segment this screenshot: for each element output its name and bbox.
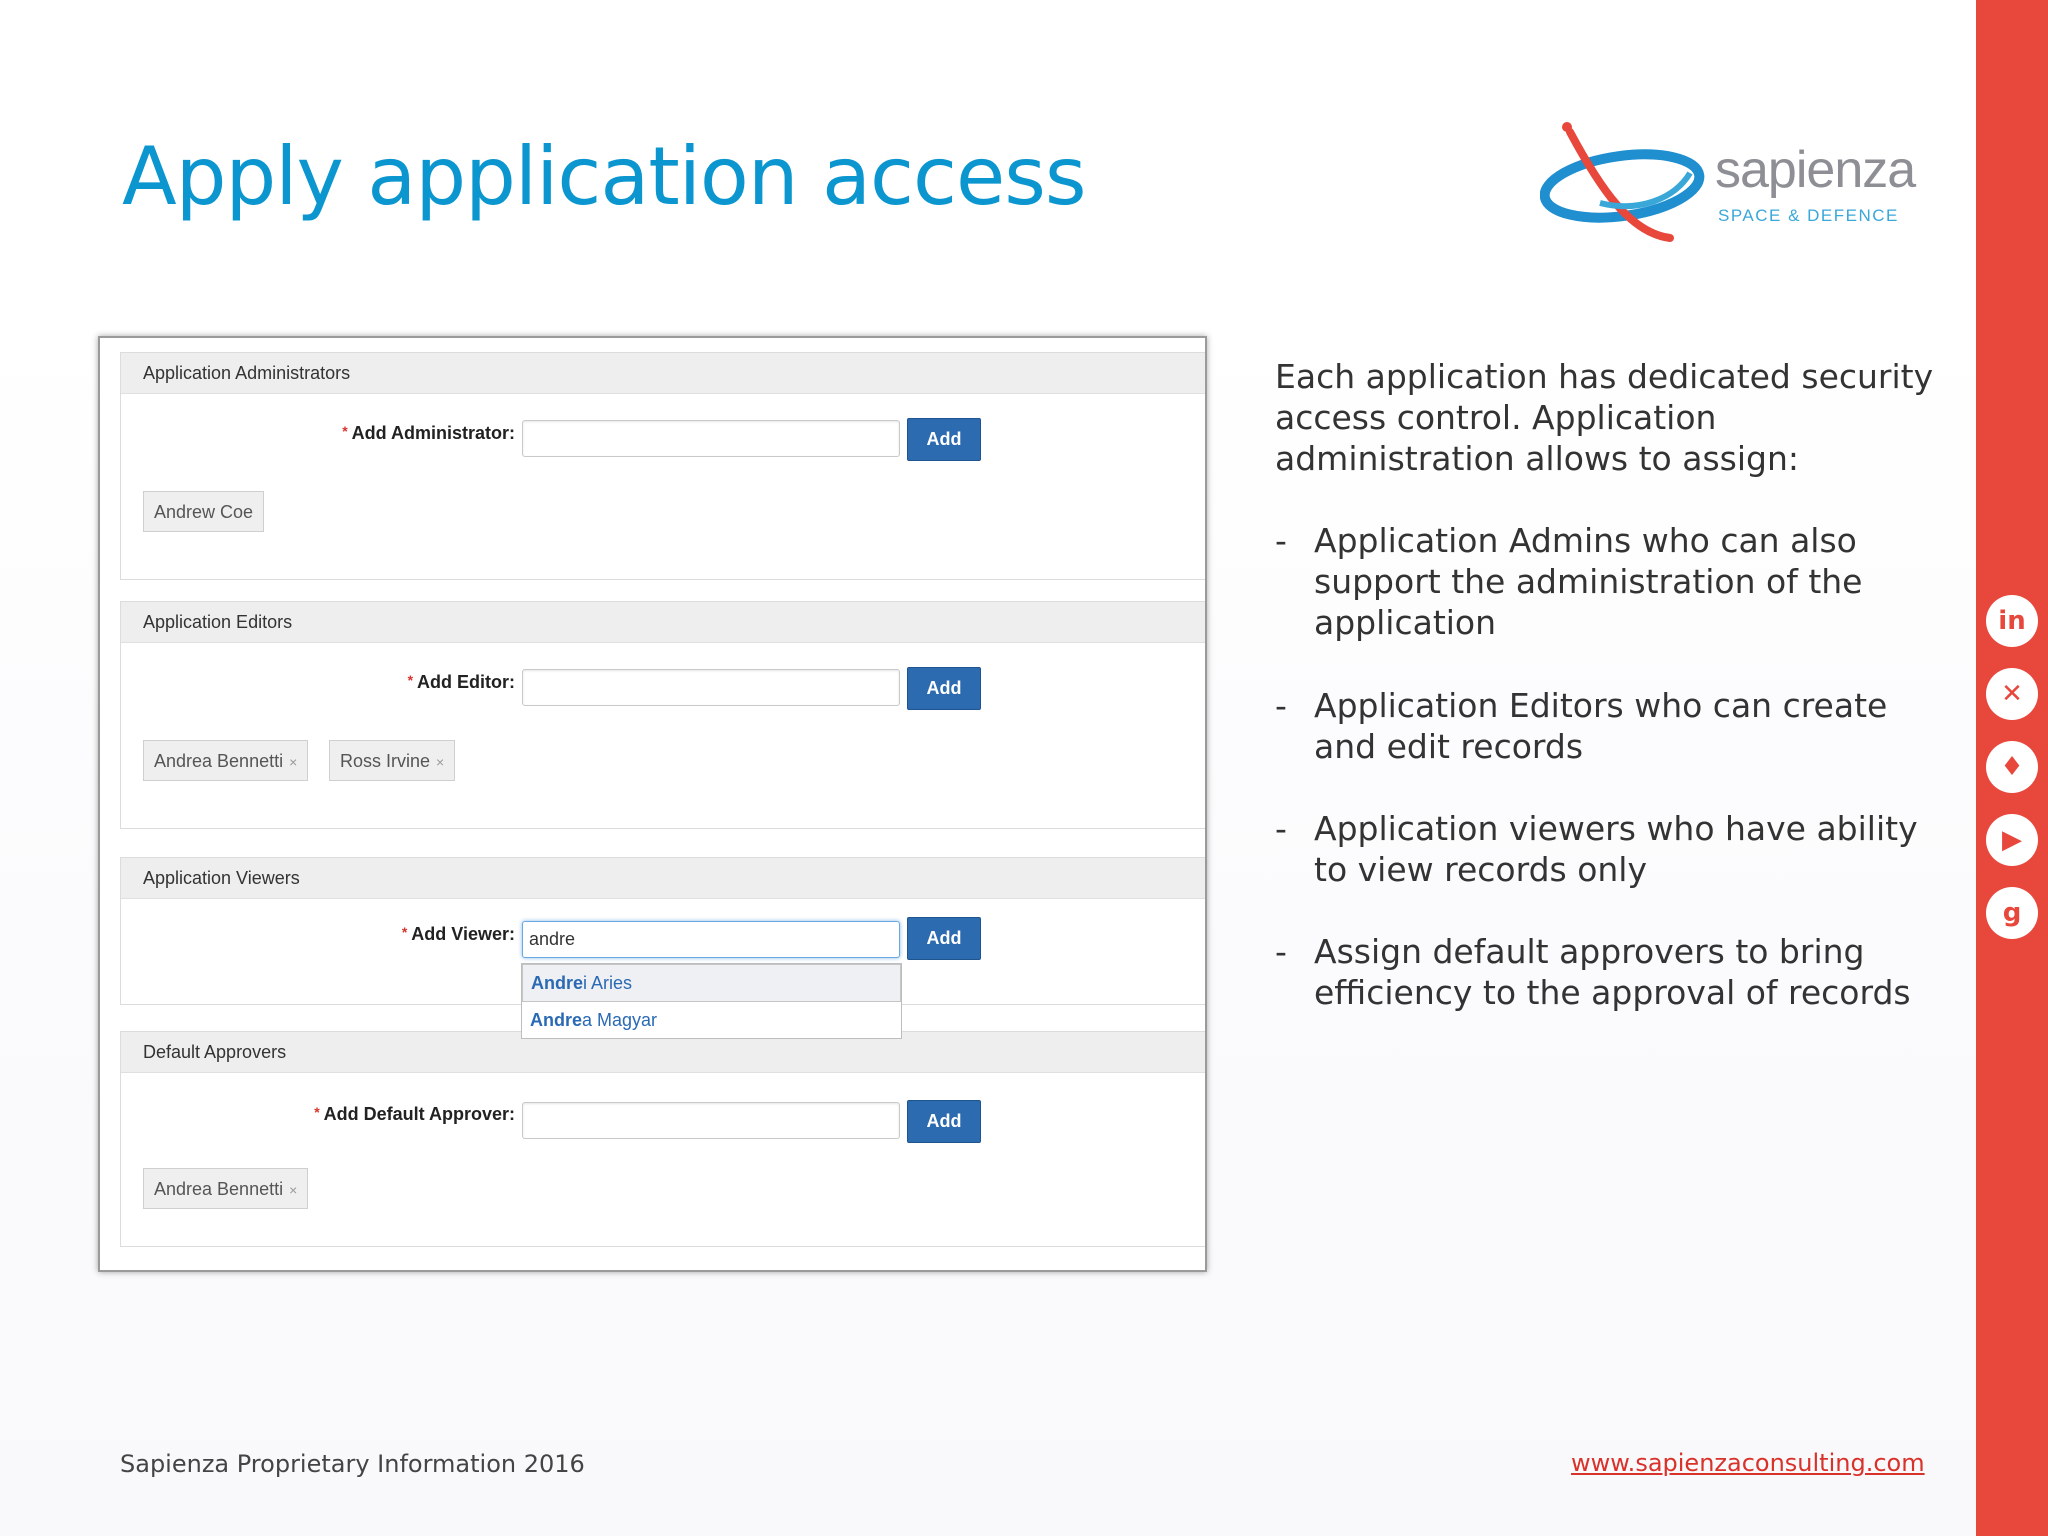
section-heading: Application Administrators	[121, 353, 1205, 394]
add-viewer-input[interactable]	[522, 921, 900, 958]
tag-name: Andrew Coe	[154, 502, 254, 522]
bullet-text: Application viewers who have ability to view records only	[1314, 809, 1918, 889]
google-plus-icon[interactable]: g	[1986, 887, 2038, 939]
add-editor-button[interactable]: Add	[907, 667, 981, 710]
tag-name: Ross Irvine	[340, 751, 431, 771]
label-text: Add Administrator:	[351, 423, 515, 443]
add-default-approver-input[interactable]	[522, 1102, 900, 1139]
footer-copyright: Sapienza Proprietary Information 2016	[120, 1450, 585, 1478]
user-tag	[143, 740, 308, 781]
section-heading: Application Viewers	[121, 858, 1205, 899]
field-label	[408, 672, 515, 693]
field-label	[342, 423, 515, 444]
logo-name: sapienza	[1715, 141, 1916, 199]
autocomplete-option[interactable]: Andrei Aries	[522, 964, 901, 1002]
field-label	[402, 924, 515, 945]
editors-section	[120, 601, 1205, 829]
footer-website-link[interactable]: www.sapienzaconsulting.com	[1571, 1449, 1925, 1477]
add-editor-input[interactable]	[522, 669, 900, 706]
add-administrator-input[interactable]	[522, 420, 900, 457]
add-default-approver-button[interactable]: Add	[907, 1100, 981, 1143]
field-label	[314, 1104, 515, 1125]
access-control-screenshot	[98, 336, 1207, 1272]
twitter-icon[interactable]: ♦	[1986, 741, 2038, 793]
tag-name: Andrea Bennetti	[154, 1179, 284, 1199]
section-heading: Application Editors	[121, 602, 1205, 643]
logo-tagline: SPACE & DEFENCE	[1718, 206, 1899, 225]
intro-paragraph: Each application has dedicated security access control. Application administration allows to assign:	[1275, 357, 1934, 478]
default-approvers-section	[120, 1031, 1205, 1247]
remove-tag-icon[interactable]: ×	[436, 754, 445, 770]
bullet-dash: -	[1275, 686, 1287, 725]
bullet-text: Application Admins who can also support the administration of the application	[1314, 521, 1863, 642]
remove-tag-icon[interactable]: ×	[289, 754, 298, 770]
section-heading: Default Approvers	[121, 1032, 1205, 1073]
label-text: Add Viewer:	[411, 924, 515, 944]
bullet-text: Application Editors who can create and edit records	[1314, 686, 1888, 766]
bullet-dash: -	[1275, 932, 1287, 971]
user-tag	[329, 740, 455, 781]
remove-tag-icon[interactable]: ×	[289, 1182, 298, 1198]
user-tag	[143, 491, 264, 532]
tag-name: Andrea Bennetti	[154, 751, 284, 771]
label-text: Add Default Approver:	[323, 1104, 515, 1124]
add-viewer-button[interactable]: Add	[907, 917, 981, 960]
required-mark: *	[314, 1104, 320, 1120]
youtube-icon[interactable]: ▶	[1986, 814, 2038, 866]
orbit-logo-icon	[1540, 118, 1710, 252]
autocomplete-option[interactable]: Andrea Magyar	[530, 1010, 658, 1030]
label-text: Add Editor:	[417, 672, 515, 692]
required-mark: *	[401, 924, 408, 940]
add-administrator-button[interactable]: Add	[907, 418, 981, 461]
page-title: Apply application access	[122, 130, 1086, 223]
xing-icon[interactable]: ✕	[1986, 668, 2038, 720]
required-mark: *	[342, 423, 348, 439]
user-tag	[143, 1168, 308, 1209]
linkedin-icon[interactable]: in	[1986, 595, 2038, 647]
bullet-text: Assign default approvers to bring efficiency to the approval of records	[1314, 932, 1911, 1012]
bullet-dash: -	[1275, 809, 1287, 848]
required-mark: *	[407, 672, 414, 688]
viewer-autocomplete-dropdown	[521, 963, 902, 1039]
bullet-dash: -	[1275, 521, 1287, 560]
sapienza-logo	[1540, 118, 1920, 252]
administrators-section	[120, 352, 1205, 580]
